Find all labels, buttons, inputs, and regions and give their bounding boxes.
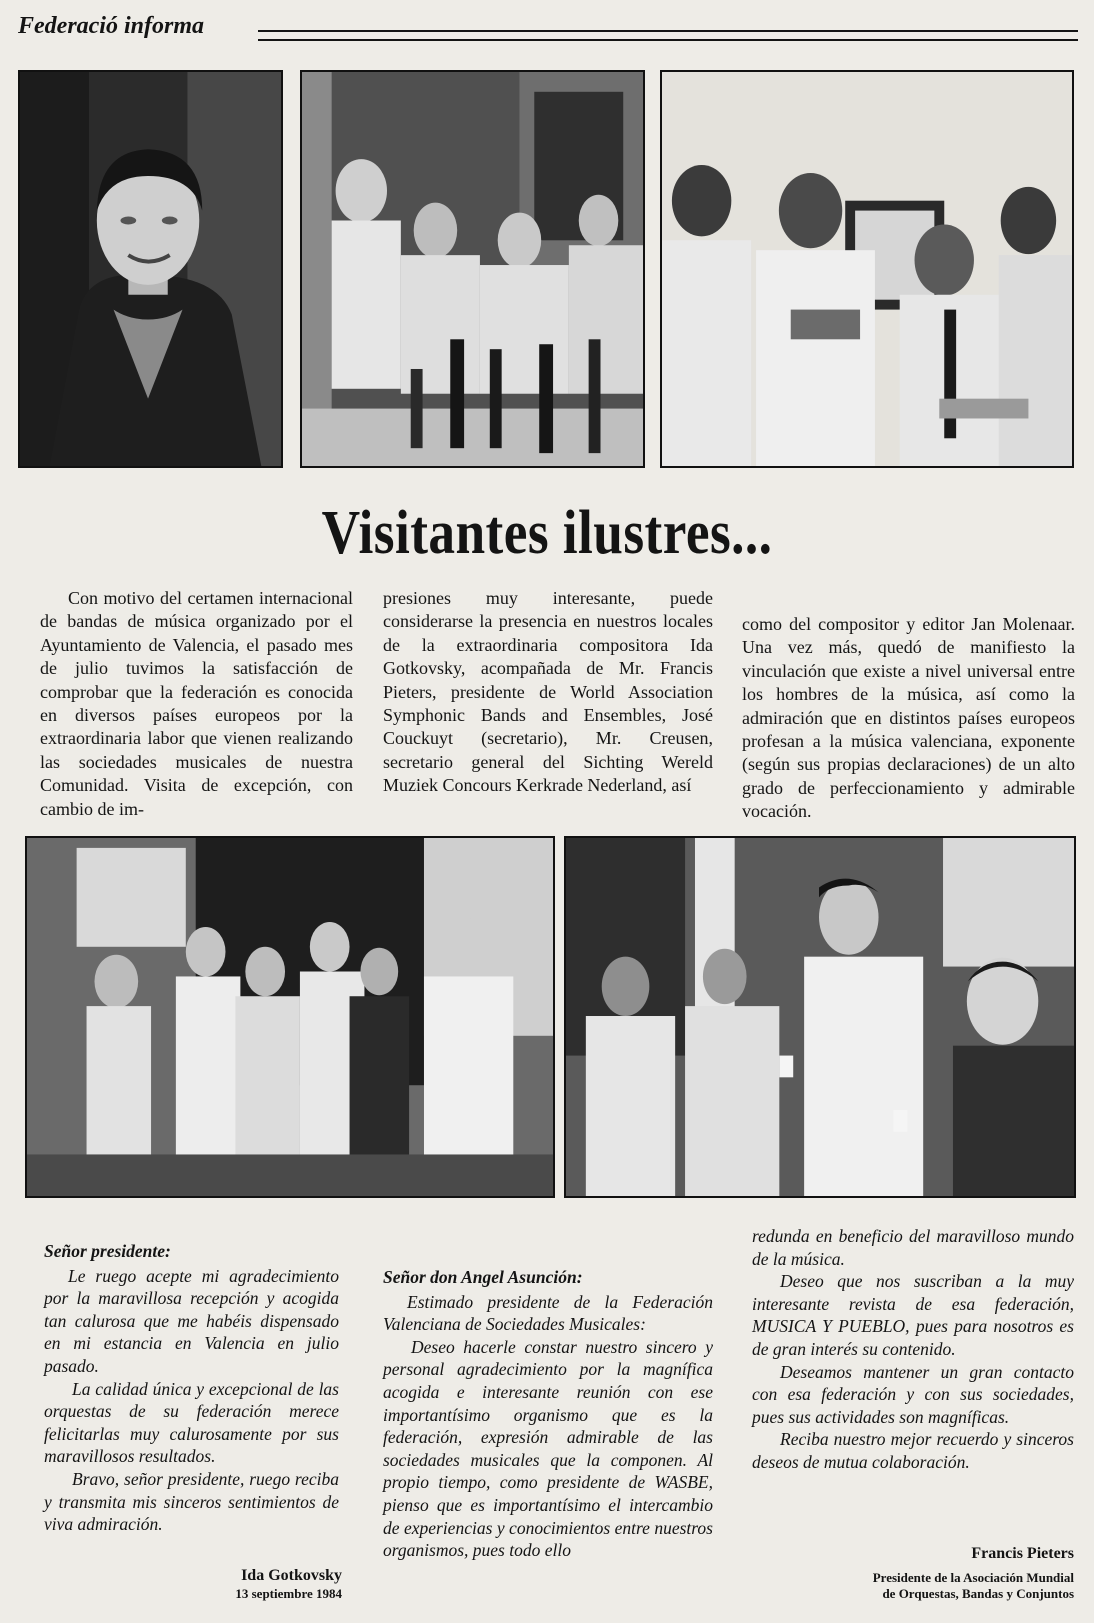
- photo-portrait-woman-image: [20, 72, 281, 466]
- section-title: Federació informa: [18, 13, 204, 39]
- article-column-3: [742, 613, 1075, 824]
- letter-gotkovsky: [44, 1240, 339, 1536]
- letter-paragraph: Reciba nuestro mejor recuerdo y sinceros deseos de mutua colaboración.: [752, 1429, 1074, 1472]
- headline: Visitantes ilustres...: [321, 499, 773, 567]
- article-paragraph: presiones muy interesante, puede considerarse la presencia en nuestros locales de la extraordinaria compositora Ida Gotkovsky, acompañada de Mr. Francis Pieters, presidente de World Association Symphonic Bands and Ensembles, José Couckuyt (secretario), Mr. Creusen, secretario general del Sichting Wereld Muziek Concours Kerkrade Nederland, así: [383, 588, 713, 796]
- header-rule: [258, 30, 1078, 41]
- letter-pieters-part2: [752, 1225, 1074, 1474]
- photo-group-standing: [25, 836, 555, 1198]
- article-paragraph: Con motivo del certamen internacional de bandas de música organizado por el Ayuntamiento de Valencia, el pasado mes de julio tuvimos la satisfacción de comprobar que la federación es conocida en diversos países europeos por la extraordinaria labor que vienen realizando las sociedades musicales de nuestra Comunidad. Visita de excepción, con cambio de im-: [40, 588, 353, 819]
- signature-role: Presidente de la Asociación Mundial: [872, 1570, 1074, 1585]
- letter-pieters-part1: [383, 1266, 713, 1562]
- letter-salutation: Señor presidente:: [44, 1241, 171, 1261]
- letter-paragraph: Le ruego acepte mi agradecimiento por la maravillosa recepción y acogida tan calurosa que me habéis dispensado en mi estancia en Valencia en julio pasado.: [44, 1265, 339, 1376]
- section-header: [18, 12, 1078, 42]
- letter-paragraph: Deseamos mantener un gran contacto con esa federación y con sus sociedades, pues sus actividades son magníficas.: [752, 1361, 1074, 1427]
- letter-paragraph: redunda en beneficio del maravilloso mundo de la música.: [752, 1226, 1074, 1269]
- photo-table-bottles: [300, 70, 645, 468]
- photo-table-bottles-image: [302, 72, 643, 466]
- photo-men-toasting: [564, 836, 1076, 1198]
- article-column-2: [383, 587, 713, 798]
- letter-salutation: Señor don Angel Asunción:: [383, 1267, 583, 1287]
- signature-pieters: [780, 1544, 1074, 1602]
- letter-paragraph: Deseo hacerle constar nuestro sincero y personal agradecimiento por la magnífica acogida e interesante reunión con ese importantísimo organismo que es la federación, expresión admirable de las sociedades musicales que la componen. Al propio tiempo, como presidente de WASBE, pienso que es importantísimo el intercambio de experiencias y conocimientos entre nuestros organismos, pues todo ello: [383, 1336, 713, 1561]
- signature-gotkovsky: [150, 1566, 342, 1602]
- signature-date: 13 septiembre 1984: [235, 1586, 342, 1601]
- photo-group-standing-image: [27, 838, 553, 1196]
- photo-portrait-woman: [18, 70, 283, 468]
- article-paragraph: como del compositor y editor Jan Molenaar. Una vez más, quedó de manifiesto la vinculación que existe a nivel universal entre los hombres de la música, así como la admiración que en distintos países europeos profesan a la música valenciana, exponente (según sus propias declaraciones) de un alto grado de perfeccionamiento y admirable vocación.: [742, 614, 1075, 822]
- signature-name: Francis Pieters: [971, 1545, 1074, 1562]
- photo-men-book: [660, 70, 1074, 468]
- photo-men-toasting-image: [566, 838, 1074, 1196]
- letter-paragraph: Estimado presidente de la Federación Valenciana de Sociedades Musicales:: [383, 1291, 713, 1335]
- letter-paragraph: Deseo que nos suscriban a la muy interesante revista de esa federación, MUSICA Y PUEBLO, pues para nosotros es de gran interés su contenido.: [752, 1271, 1074, 1359]
- photo-men-book-image: [662, 72, 1072, 466]
- signature-name: Ida Gotkovsky: [241, 1567, 342, 1584]
- letter-paragraph: Bravo, señor presidente, ruego reciba y transmita mis sinceros sentimientos de viva admiración.: [44, 1468, 339, 1535]
- signature-role: de Orquestas, Bandas y Conjuntos: [882, 1586, 1074, 1601]
- article-column-1: [40, 587, 353, 821]
- letter-paragraph: La calidad única y excepcional de las orquestas de su federación merece felicitarlas muy calurosamente por sus maravillosos resultados.: [44, 1378, 339, 1467]
